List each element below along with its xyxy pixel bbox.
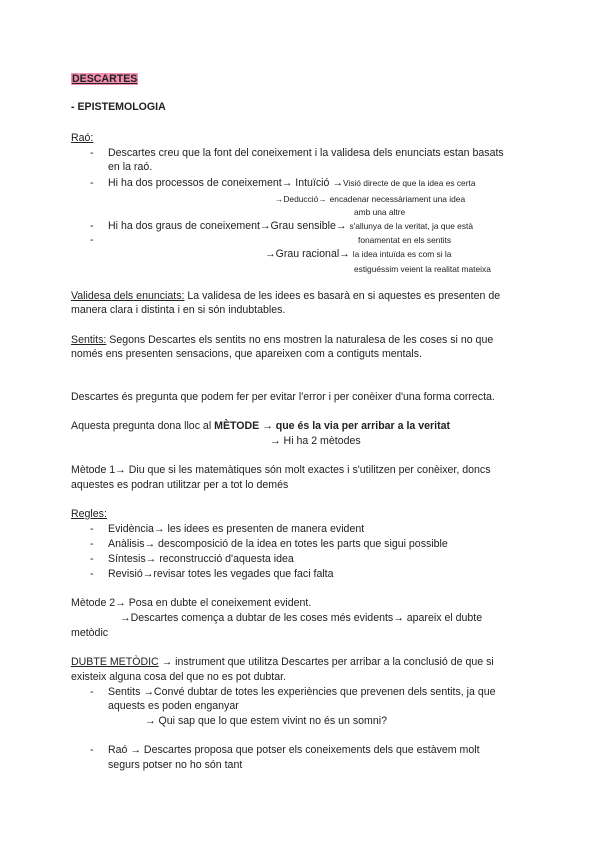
- deduccio-line1: [275, 192, 465, 206]
- deduccio-label: →Deducció→: [275, 194, 327, 204]
- dubte-rao-line2: segurs potser no ho són tant: [108, 759, 243, 771]
- deduccio-definition-2: amb una altre: [354, 207, 406, 217]
- title-text: DESCARTES: [72, 73, 138, 85]
- dubte-text: → instrument que utilitza Descartes per arribar a la conclusió de que si: [158, 656, 494, 668]
- intuicio-definition: Visió directe de que la idea es certa: [342, 178, 476, 188]
- dubte-line2: existeix alguna cosa del que no es pot dubtar.: [71, 671, 286, 683]
- metode-line2: → Hi ha 2 mètodes: [270, 435, 361, 447]
- pregunta-text: Descartes és pregunta que podem fer per evitar l'error i per conèixer d'una forma correcta.: [71, 391, 495, 403]
- racional-line: [265, 247, 451, 261]
- racional-definition-1: la idea intuïda es com si la: [352, 249, 452, 259]
- metode-bold: MÈTODE → que és la via per arribar a la veritat: [214, 420, 451, 432]
- section-heading: - EPISTEMOLOGIA: [71, 101, 166, 113]
- bullet-dash: -: [90, 553, 94, 565]
- validesa-text: La validesa de les idees es basarà en si aquestes es presenten de: [184, 290, 501, 302]
- rao-heading: Raó:: [71, 132, 94, 144]
- dubte-rao-line1: Raó → Descartes proposa que potser els coneixements dels que estàvem molt: [108, 744, 480, 756]
- metode1-line1: Mètode 1→ Diu que si les matemàtiques són molt exactes i s'utilitzen per conèixer, doncs: [71, 464, 491, 476]
- metode2-line2: →Descartes comença a dubtar de les coses més evidents→ apareix el dubte: [120, 612, 483, 624]
- dubte-heading: DUBTE METÒDIC: [71, 656, 159, 668]
- sentits-line1: [71, 333, 493, 347]
- metode2-line3: metòdic: [71, 627, 109, 639]
- bullet-dash: -: [90, 744, 94, 756]
- rao-bullet1-line1: Descartes creu que la font del coneixement i la validesa dels enunciats estan basats: [108, 147, 504, 159]
- sensible-definition-1: s'allunya de la veritat, ja que està: [349, 221, 474, 231]
- bullet-dash: -: [90, 568, 94, 580]
- rao-bullet3-main: [108, 219, 473, 233]
- rao-bullet2-text: Hi ha dos processos de coneixement→ Intuïció →: [108, 177, 343, 189]
- regles-heading: Regles:: [71, 508, 107, 520]
- bullet-dash: -: [90, 686, 94, 698]
- rao-bullet1-line2: en la raó.: [108, 161, 153, 173]
- rao-bullet2-main: [108, 176, 476, 190]
- bullet-dash: -: [90, 523, 94, 535]
- dubte-line1: [71, 655, 494, 669]
- sentits-heading: Sentits:: [71, 334, 107, 346]
- regla-item: Evidència→ les idees es presenten de manera evident: [108, 523, 365, 535]
- metode2-line1: Mètode 2→ Posa en dubte el coneixement evident.: [71, 597, 312, 609]
- dubte-sentits-line3: → Qui sap que lo que estem vivint no és un somni?: [145, 715, 388, 727]
- dubte-sentits-line2: aquests es poden enganyar: [108, 700, 239, 712]
- bullet-dash: -: [90, 538, 94, 550]
- bullet-dash: -: [90, 220, 94, 232]
- bullet-dash: -: [90, 234, 94, 246]
- rao-bullet3-text: Hi ha dos graus de coneixement→Grau sensible→: [108, 220, 347, 232]
- regla-item: Revisió→revisar totes les vegades que faci falta: [108, 568, 334, 580]
- regla-item: Síntesis→ reconstrucció d'aquesta idea: [108, 553, 294, 565]
- validesa-line1: [71, 289, 500, 303]
- validesa-line2: manera clara i distinta i en si són indubtables.: [71, 304, 286, 316]
- metode1-line2: aquestes es podran utilitzar per a tot lo demés: [71, 479, 289, 491]
- bullet-dash: -: [90, 177, 94, 189]
- validesa-heading: Validesa dels enunciats:: [71, 290, 185, 302]
- racional-definition-2: estiguéssim veient la realitat mateixa: [354, 264, 491, 274]
- regla-item: Anàlisis→ descomposició de la idea en totes les parts que sigui possible: [108, 538, 448, 550]
- bullet-dash: -: [90, 147, 94, 159]
- deduccio-definition-1: encadenar necessàriament una idea: [329, 194, 466, 204]
- sensible-definition-2: fonamentat en els sentits: [358, 235, 452, 245]
- racional-label: →Grau racional→: [265, 248, 350, 260]
- dubte-sentits-line1: Sentits →Convé dubtar de totes les experiències que prevenen dels sentits, ja que: [108, 686, 496, 698]
- document-title: [71, 72, 138, 86]
- sentits-text: Segons Descartes els sentits no ens mostren la naturalesa de les coses si no que: [106, 334, 494, 346]
- metode-intro: Aquesta pregunta dona lloc al: [71, 420, 215, 432]
- metode-line1: [71, 419, 450, 433]
- sentits-line2: només ens presenten sensacions, que apareixen com a contiguts mentals.: [71, 348, 422, 360]
